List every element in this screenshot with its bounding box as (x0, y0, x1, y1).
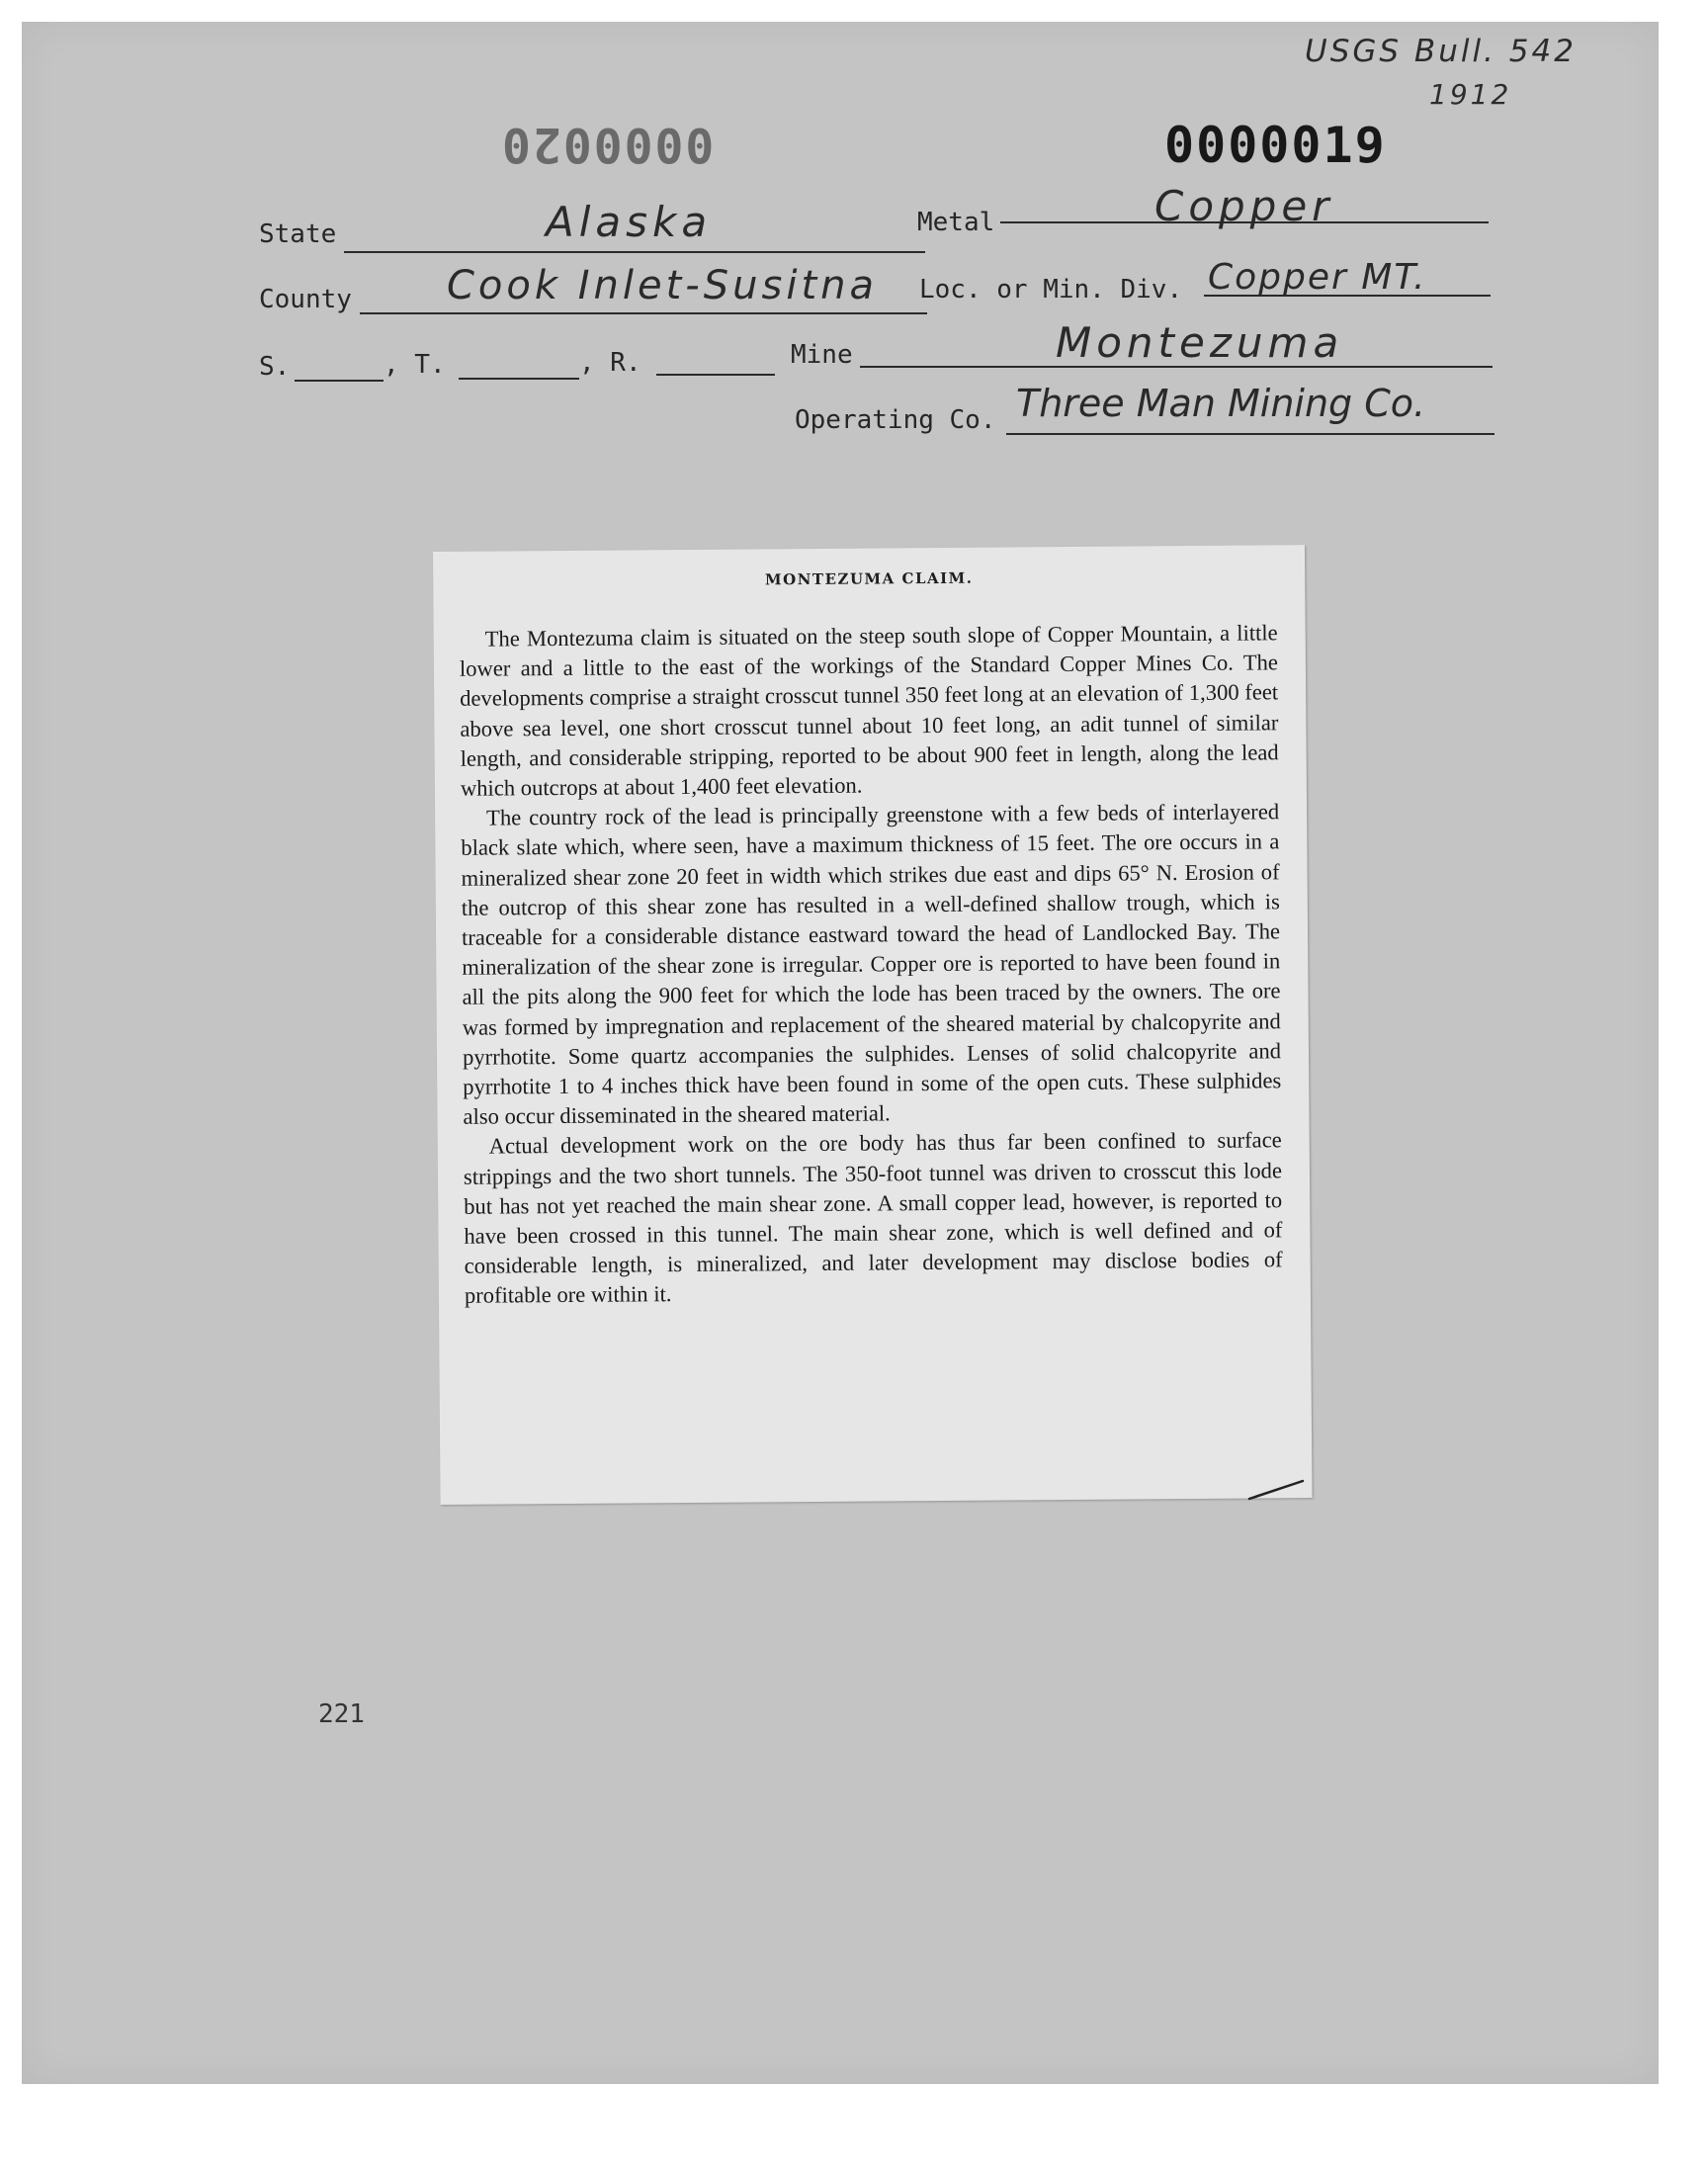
state-value: Alaska (546, 198, 713, 246)
range-label: , R. (579, 348, 641, 378)
clipping-title: MONTEZUMA CLAIM. (764, 568, 974, 589)
clipping-paragraph: Actual development work on the ore body has thus far been confined to surface strippings and the two short tunnels. The 350-foot tunnel was driven to crosscut this lode but has not yet reached the main shear zone. A small copper lead, however, is reported to have been crossed in this tunnel. The main shear zone, which is well defined and of considerable length, is mineralized, and later development may disclose bodies of profitable ore within it. (463, 1127, 1283, 1309)
division-value: Copper MT. (1208, 257, 1427, 298)
mine-value: Montezuma (1056, 318, 1344, 367)
township-rule (459, 378, 579, 380)
metal-label: Metal (917, 208, 995, 237)
mine-label: Mine (791, 340, 853, 370)
state-rule (344, 251, 925, 253)
county-label: County (259, 285, 352, 314)
metal-value: Copper (1154, 182, 1334, 230)
stamp-code-right: 0000019 (1164, 117, 1387, 174)
pasted-clipping (433, 545, 1313, 1505)
section-rule (295, 380, 384, 382)
operator-value: Three Man Mining Co. (1016, 382, 1426, 425)
county-rule (360, 312, 927, 314)
range-rule (656, 374, 775, 376)
stamp-code-left: 0000020 (500, 117, 715, 172)
clipping-paragraph: The country rock of the lead is principally greenstone with a few beds of interlayered black slate which, where seen, have a maximum thickness of 15 feet. The ore occurs in a mineralized shear zone 20 feet in width which strikes due east and dips 65° N. Erosion of the outcrop of this shear zone has resulted in a well-defined shallow trough, which is traceable for a considerable distance eastward toward the head of Landlocked Bay. The mineralization of the shear zone is irregular. Copper ore is reported to have been found in all the pits along the 900 feet for which the lode has been traced by the owners. The ore was formed by impregnation and replacement of the sheared material by chalcopyrite and pyrrhotite. Some quartz accompanies the sulphides. Lenses of solid chalcopyrite and pyrrhotite 1 to 4 inches thick have been found in some of the open cuts. These sulphides also occur disseminated in the sheared material. (461, 799, 1282, 1130)
division-label: Loc. or Min. Div. (919, 275, 1183, 304)
clipping-body (460, 618, 1283, 1311)
state-label: State (259, 219, 337, 249)
clipping-paragraph: The Montezuma claim is situated on the steep south slope of Copper Mountain, a little lower and a little to the east of the workings of the Standard Copper Mines Co. The developments comprise a straight crosscut tunnel 350 feet long at an elevation of 1,300 feet above sea level, one short crosscut tunnel about 10 feet long, an adit tunnel of similar length, and considerable stripping, reported to be about 900 feet in length, along the lead which outcrops at about 1,400 feet elevation. (459, 620, 1279, 801)
township-label: , T. (384, 350, 446, 380)
annotation-source: USGS Bull. 542 (1305, 34, 1577, 69)
county-value: Cook Inlet-Susitna (447, 263, 878, 308)
operator-label: Operating Co. (795, 405, 996, 435)
document-card (22, 22, 1659, 2084)
annotation-year: 1912 (1429, 78, 1512, 111)
handwritten-annotation (1305, 30, 1611, 117)
page-number: 221 (318, 1699, 365, 1729)
operator-rule (1006, 433, 1494, 435)
section-label: S. (259, 352, 291, 382)
pen-stroke-mark (1247, 1473, 1307, 1503)
